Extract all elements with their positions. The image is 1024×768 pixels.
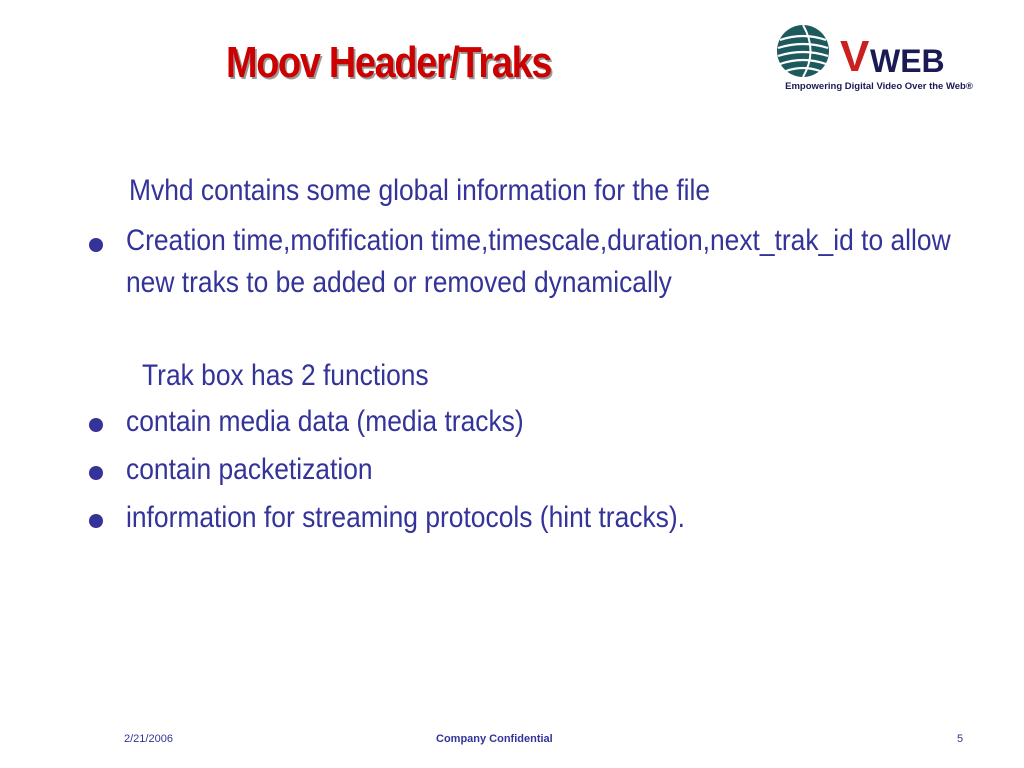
footer-confidential: Company Confidential <box>436 733 553 745</box>
bullet-creation-time: Creation time,mofification time,timescale,duration,next_trak_id to allow new traks to be added or removed dynamically <box>126 224 951 299</box>
slide-title: Moov Header/Traks <box>226 38 552 87</box>
paragraph-trak-box: Trak box has 2 functions <box>142 359 429 392</box>
bullet-media-data: contain media data (media tracks) <box>126 405 524 438</box>
bullet-streaming-protocols: information for streaming protocols (hint tracks). <box>126 501 686 534</box>
bullet-dot <box>89 514 103 528</box>
bullet-dot <box>89 238 103 252</box>
logo-tagline: Empowering Digital Video Over the Web® <box>785 81 973 92</box>
bullet-packetization: contain packetization <box>126 453 373 486</box>
paragraph-mvhd: Mvhd contains some global information for the file <box>129 174 711 207</box>
bullet-dot <box>89 418 103 432</box>
footer-page-number: 5 <box>957 733 964 745</box>
logo-web: WEB <box>870 43 945 79</box>
bullet-dot <box>89 466 103 480</box>
vweb-logo <box>774 22 982 102</box>
footer-date: 2/21/2006 <box>124 733 173 745</box>
logo-v: V <box>840 32 870 81</box>
